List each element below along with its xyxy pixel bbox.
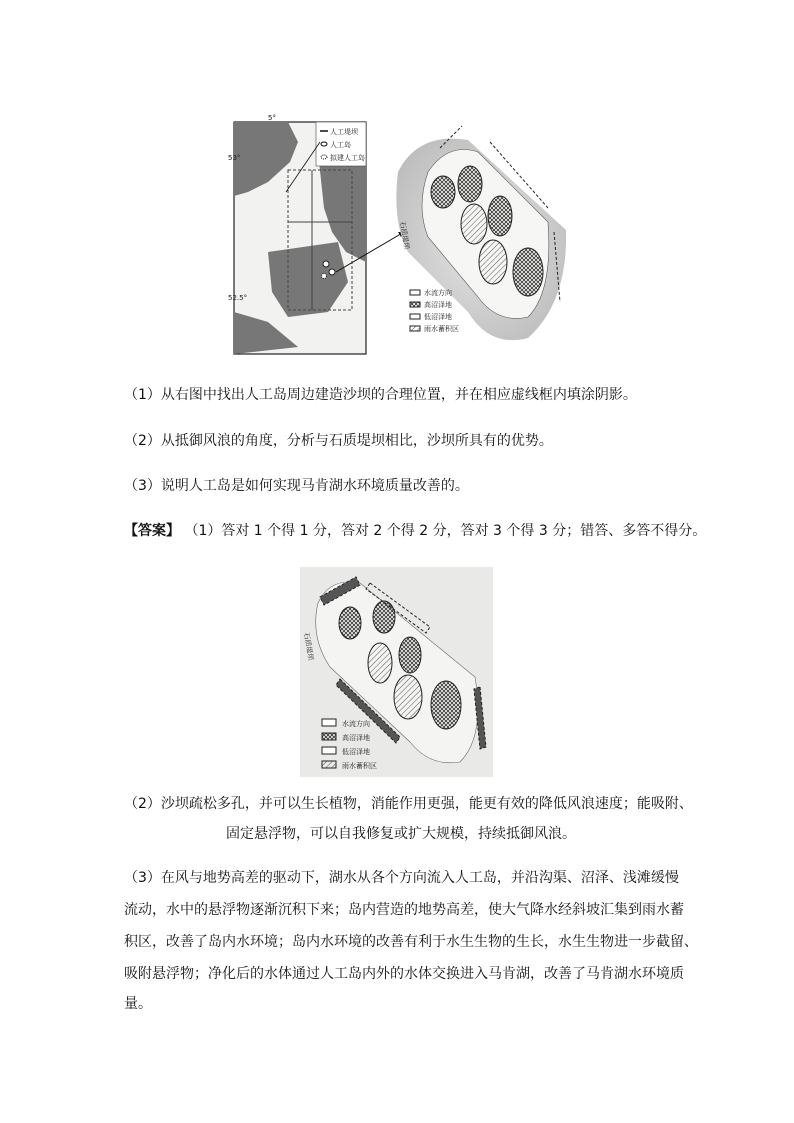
svg-text:石质堤坝: 石质堤坝 [398, 220, 411, 250]
question-2: （2）从抵御风浪的角度，分析与石质堤坝相比，沙坝所具有的优势。 [124, 433, 553, 449]
svg-text:52.5°: 52.5° [228, 294, 248, 302]
answer-1: （1）答对 1 个得 1 分，答对 2 个得 2 分，答对 3 个得 3 分；错答、多答不得分。 [184, 523, 707, 539]
answer-3-line-4: 吸附悬浮物；净化后的水体通过人工岛内外的水体交换进入马肯湖，改善了马肯湖水环境质 [124, 966, 684, 982]
svg-text:低沼泽地: 低沼泽地 [342, 748, 370, 756]
answer-2-line-1: （2）沙坝疏松多孔，并可以生长植物，消能作用更强，能更有效的降低风浪速度；能吸附、 [124, 796, 693, 812]
svg-text:雨水蓄积区: 雨水蓄积区 [424, 325, 459, 333]
svg-text:人工堤坝: 人工堤坝 [330, 128, 358, 136]
svg-text:拟建人工岛: 拟建人工岛 [330, 154, 365, 162]
figure-2 [300, 567, 493, 777]
svg-text:水流方向: 水流方向 [342, 720, 370, 728]
svg-text:低沼泽地: 低沼泽地 [424, 313, 452, 321]
answer-1-line [124, 517, 706, 545]
answer-3-line-3: 积区，改善了岛内水环境；岛内水环境的改善有利于水生生物的生长，水生生物进一步截留、 [124, 934, 698, 950]
svg-text:雨水蓄积区: 雨水蓄积区 [342, 762, 377, 770]
svg-text:人工岛: 人工岛 [330, 141, 351, 149]
answer-3-line-5: 量。 [124, 996, 152, 1012]
figure-1 [228, 112, 568, 360]
svg-text:石质堤坝: 石质堤坝 [302, 631, 315, 661]
answer-label: 【答案】 [124, 523, 180, 539]
answer-3-line-2: 流动，水中的悬浮物逐渐沉积下来；岛内营造的地势高差，使大气降水经斜坡汇集到雨水蓄 [124, 902, 684, 918]
figure-1-graphic [228, 112, 568, 360]
svg-text:高沼泽地: 高沼泽地 [424, 301, 452, 309]
svg-text:53°: 53° [228, 154, 241, 162]
svg-text:5°: 5° [268, 114, 276, 122]
question-1: （1）从右图中找出人工岛周边建造沙坝的合理位置，并在相应虚线框内填涂阴影。 [124, 387, 637, 403]
answer-3-line-1: （3）在风与地势高差的驱动下，湖水从各个方向流入人工岛，并沿沟渠、沼泽、浅滩缓慢 [124, 870, 679, 886]
svg-text:水流方向: 水流方向 [424, 289, 452, 297]
question-3: （3）说明人工岛是如何实现马肯湖水环境质量改善的。 [124, 478, 469, 494]
svg-text:高沼泽地: 高沼泽地 [342, 734, 370, 742]
figure-2-graphic [300, 567, 493, 777]
answer-2-line-2: 固定悬浮物，可以自我修复或扩大规模，持续抵御风浪。 [226, 826, 576, 842]
